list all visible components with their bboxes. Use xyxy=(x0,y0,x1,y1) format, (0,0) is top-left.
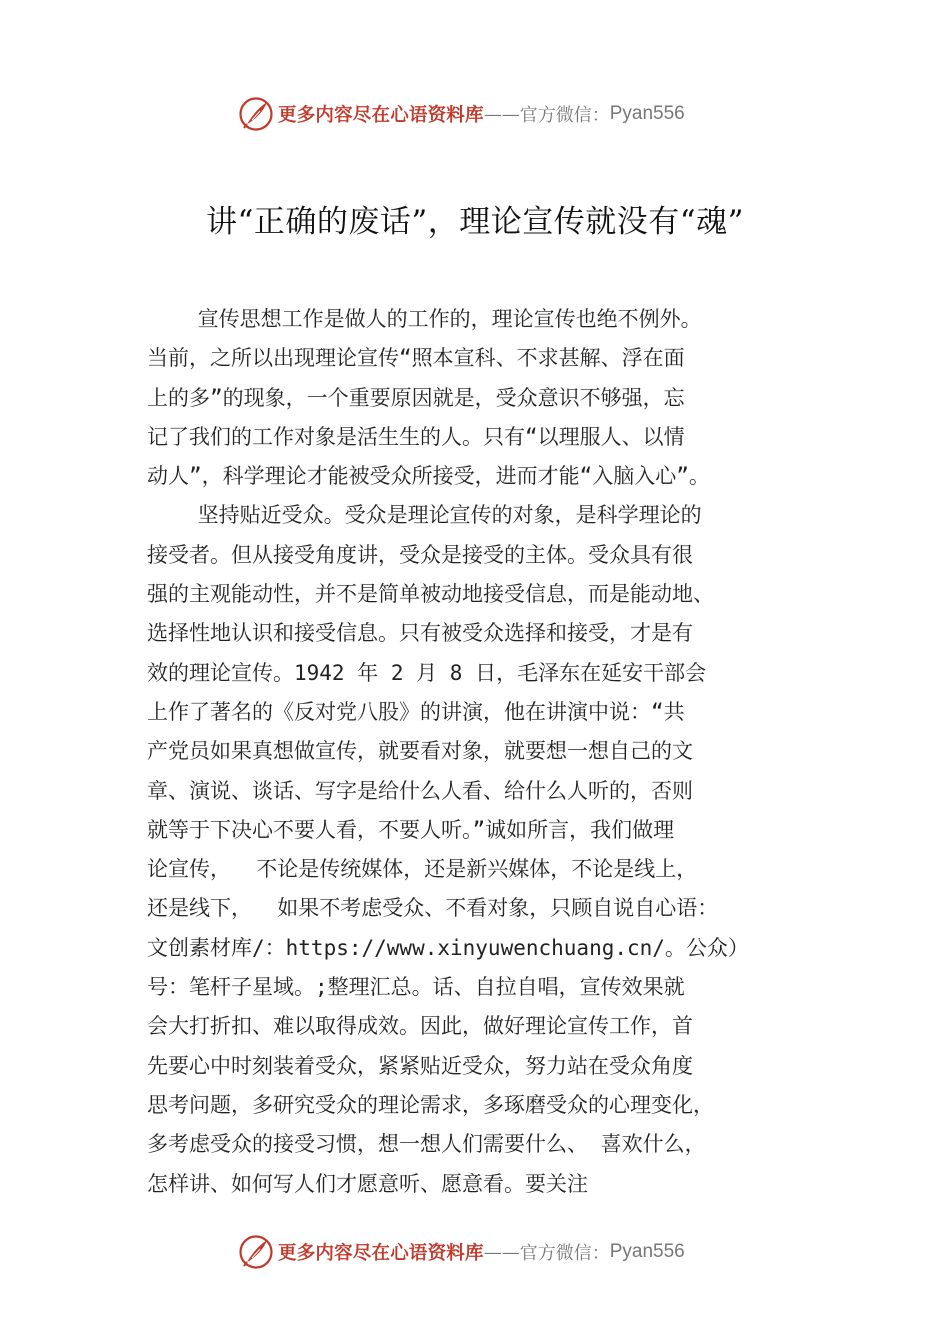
body-line: 思考问题，多研究受众的理论需求，多琢磨受众的心理变化， xyxy=(147,1092,714,1117)
footer-banner xyxy=(238,1232,685,1272)
body-line: 章、演说、谈话、写字是给什么人看、给什么人听的，否则 xyxy=(147,778,693,803)
body-line: 会大打折扣、难以取得成效。因此，做好理论宣传工作，首 xyxy=(147,1014,693,1039)
body-line: 怎样讲、如何写人们才愿意听、愿意看。要关注 xyxy=(147,1171,588,1196)
body-line: 动人”，科学理论才能被受众所接受，进而才能“入脑入心”。 xyxy=(147,464,710,489)
body-line: 号：笔杆子星域。;整理汇总。话、自拉自唱，宣传效果就 xyxy=(147,975,685,1000)
body-line: 先要心中时刻装着受众，紧紧贴近受众，努力站在受众角度 xyxy=(147,1053,693,1078)
body-line: 坚持贴近受众。受众是理论宣传的对象，是科学理论的 xyxy=(147,503,702,528)
body-line: 上作了著名的《反对党八股》的讲演，他在讲演中说：“共 xyxy=(147,699,685,724)
body-line: 记了我们的工作对象是活生生的人。只有“以理服人、以情 xyxy=(147,424,685,449)
banner-wechat-label: 官方微信： xyxy=(519,105,610,126)
body-line: 当前，之所以出现理论宣传“照本宣科、不求甚解、浮在面 xyxy=(147,346,685,371)
article-body xyxy=(147,300,827,1204)
banner-separator: —— xyxy=(483,103,520,125)
body-line: 文创素材库/：https://www.xinyuwenchuang.cn/。公众） xyxy=(147,935,749,960)
body-line: 选择性地认识和接受信息。只有被受众选择和接受，才是有 xyxy=(147,621,693,646)
body-line: 多考虑受众的接受习惯，想一想人们需要什么、 喜欢什么， xyxy=(147,1132,706,1157)
body-line: 上的多”的现象，一个重要原因就是，受众意识不够强，忘 xyxy=(147,385,685,410)
banner-site-name: 更多内容尽在心语资料库 xyxy=(278,105,484,126)
banner-wechat-id: Pyan556 xyxy=(609,1241,685,1262)
quill-logo-icon xyxy=(238,1234,274,1270)
body-line: 效的理论宣传。1942 年 2 月 8 日，毛泽东在延安干部会 xyxy=(147,660,707,685)
page-title: 讲“正确的废话”，理论宣传就没有“魂” xyxy=(206,204,744,240)
body-line: 就等于下决心不要人看，不要人听。”诚如所言，我们做理 xyxy=(147,817,675,842)
body-line: 还是线下， 如果不考虑受众、不看对象，只顾自说自心语： xyxy=(147,896,719,921)
banner-separator: —— xyxy=(483,1241,520,1263)
quill-logo-icon xyxy=(238,96,274,132)
header-banner xyxy=(238,94,685,134)
banner-wechat-label: 官方微信： xyxy=(519,1243,610,1264)
body-line: 强的主观能动性，并不是简单被动地接受信息，而是能动地、 xyxy=(147,582,714,607)
body-line: 宣传思想工作是做人的工作的，理论宣传也绝不例外。 xyxy=(147,307,702,331)
body-line: 接受者。但从接受角度讲，受众是接受的主体。受众具有很 xyxy=(147,542,693,567)
body-line: 产党员如果真想做宣传，就要看对象，就要想一想自己的文 xyxy=(147,739,693,764)
banner-wechat-id: Pyan556 xyxy=(609,103,685,124)
banner-site-name: 更多内容尽在心语资料库 xyxy=(278,1243,484,1264)
body-line: 论宣传， 不论是传统媒体，还是新兴媒体，不论是线上， xyxy=(147,857,698,882)
